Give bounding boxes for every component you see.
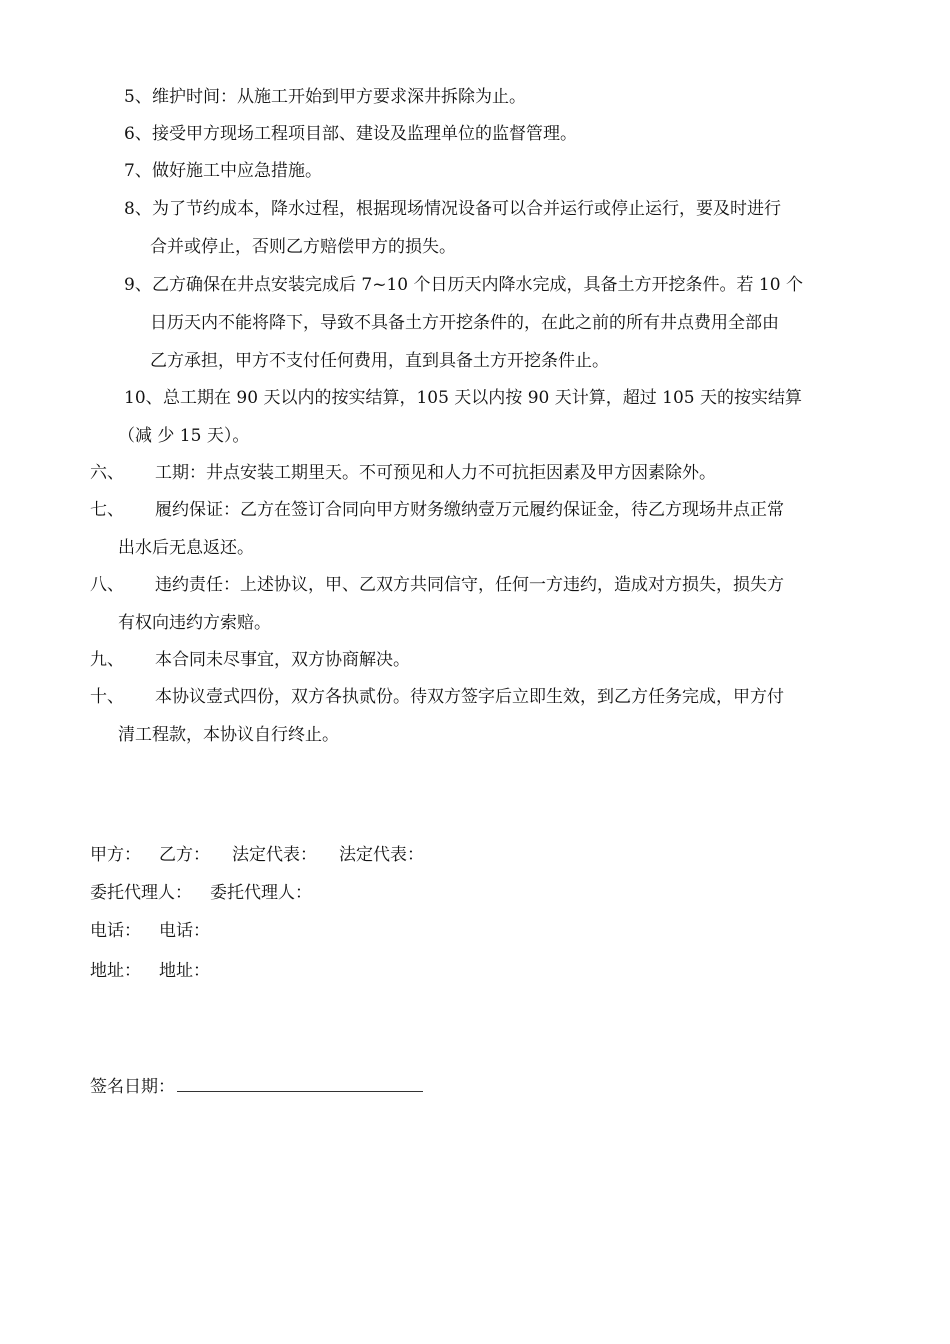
item-7-number: 7、 [124,161,152,181]
party-b-label: 乙方： [159,845,210,865]
address-a-label: 地址： [90,961,141,981]
section-10-number: 十、 [90,687,124,707]
agent-a-label: 委托代理人： [90,883,192,903]
item-8-number: 8、 [124,199,152,219]
date-label: 签名日期： [90,1077,175,1097]
item-10-text-line-1: 总工期在 90 天以内的按实结算，105 天以内按 90 天计算，超过 105 天的按实结算 [163,388,802,408]
agent-b-label: 委托代理人： [210,883,312,903]
item-9-text-line-3: 乙方承担，甲方不支付任何费用，直到具备土方开挖条件止。 [150,351,609,371]
signature-date-row [90,1075,423,1098]
section-8-text-line-2: 有权向违约方索赔。 [118,613,271,633]
item-9-text-line-1: 乙方确保在井点安装完成后 7~10 个日历天内降水完成，具备土方开挖条件。若 10 个 [152,275,803,295]
item-5-number: 5、 [124,87,152,107]
section-10-text-line-2: 清工程款，本协议自行终止。 [118,725,339,745]
section-9-number: 九、 [90,650,124,670]
phone-b-label: 电话： [159,921,210,941]
section-6-text: 工期：井点安装工期里天。不可预见和人力不可抗拒因素及甲方因素除外。 [155,463,716,483]
section-9-text: 本合同未尽事宜，双方协商解决。 [155,650,410,670]
signature-agent-row [90,882,312,904]
legal-rep-b-label: 法定代表： [339,845,424,865]
signature-party-row [90,844,424,866]
item-8-text-line-2: 合并或停止，否则乙方赔偿甲方的损失。 [150,237,456,257]
item-10-number: 10、 [124,388,163,408]
address-b-label: 地址： [159,961,210,981]
section-7-number: 七、 [90,500,124,520]
party-a-label: 甲方： [90,845,141,865]
legal-rep-a-label: 法定代表： [232,845,317,865]
signature-address-row [90,960,210,982]
item-9-text-line-2: 日历天内不能将降下，导致不具备土方开挖条件的，在此之前的所有井点费用全部由 [150,313,779,333]
section-6-number: 六、 [90,463,124,483]
section-10-text-line-1: 本协议壹式四份，双方各执贰份。待双方签字后立即生效，到乙方任务完成，甲方付 [155,687,784,707]
item-8-text-line-1: 为了节约成本，降水过程，根据现场情况设备可以合并运行或停止运行，要及时进行 [152,199,781,219]
item-5-text: 维护时间：从施工开始到甲方要求深井拆除为止。 [152,87,526,107]
item-9-number: 9、 [124,275,152,295]
section-8-text-line-1: 违约责任：上述协议，甲、乙双方共同信守，任何一方违约，造成对方损失，损失方 [155,575,784,595]
section-7-text-line-1: 履约保证：乙方在签订合同向甲方财务缴纳壹万元履约保证金，待乙方现场井点正常 [155,500,784,520]
item-10-text-line-2: （减 少 15 天）。 [118,426,250,446]
signature-phone-row [90,920,210,942]
section-8-number: 八、 [90,575,124,595]
item-6-text: 接受甲方现场工程项目部、建设及监理单位的监督管理。 [152,124,577,144]
item-7-text: 做好施工中应急措施。 [152,161,322,181]
section-7-text-line-2: 出水后无息返还。 [118,538,254,558]
phone-a-label: 电话： [90,921,141,941]
date-blank-line[interactable] [177,1075,423,1092]
item-6-number: 6、 [124,124,152,144]
